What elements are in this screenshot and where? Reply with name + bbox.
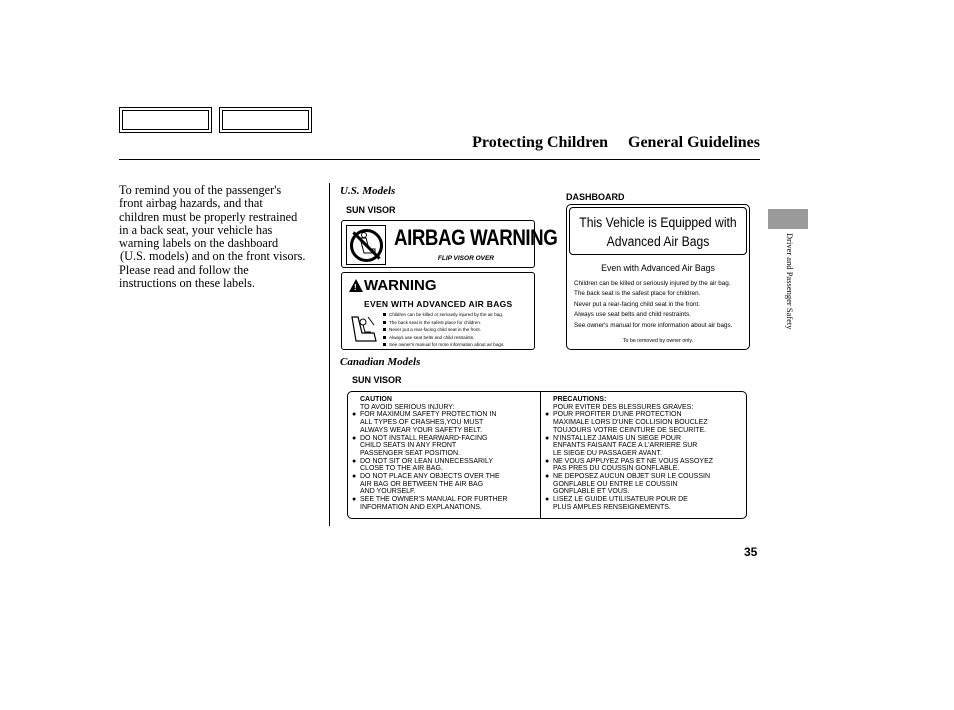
list-item: ● N'INSTALLEZ JAMAIS UN SIEGE POUR ENFANTS FAISANT FACE A L'ARRIERE SUR LE SIEGE DU PASSAGER AVANT.	[545, 434, 698, 457]
airbag-warning-title: AIRBAG WARNING	[394, 225, 558, 250]
precautions-intro: POUR EVITER DES BLESSURES GRAVES:	[553, 403, 694, 411]
caution-heading: CAUTION	[360, 396, 392, 403]
precautions-heading: PRECAUTIONS:	[553, 396, 607, 403]
dashboard-caption: DASHBOARD	[566, 192, 625, 202]
dashboard-label	[566, 204, 750, 350]
intro-line: children must be properly restrained	[119, 209, 298, 224]
nav-button-next[interactable]	[219, 107, 312, 133]
list-item: Children can be killed or seriously injured by the air bag.	[382, 311, 534, 319]
list-item: ● LISEZ LE GUIDE UTILISATEUR POUR DE PLUS AMPLES RENSEIGNEMENTS.	[545, 496, 688, 511]
intro-paragraph	[119, 184, 325, 290]
list-item: ● NE VOUS APPUYEZ PAS ET NE VOUS ASSOYEZ PAS PRES DU COUSSIN GONFLABLE.	[545, 457, 714, 473]
list-item: ● NE DEPOSEZ AUCUN OBJET SUR LE COUSSIN GONFLABLE OU ENTRE LE COUSSIN GONFLABLE ET VOUS.	[545, 473, 711, 496]
nav-button-previous[interactable]	[119, 107, 212, 133]
list-item: ● FOR MAXIMUM SAFETY PROTECTION IN ALL TYPES OF CRASHES,YOU MUST ALWAYS WEAR YOUR SAFETY BELT.	[352, 411, 497, 434]
list-item: ● DO NOT PLACE ANY OBJECTS OVER THE AIR BAG OR BETWEEN THE AIR BAG AND YOURSELF.	[352, 473, 500, 496]
caution-intro: TO AVOID SERIOUS INJURY:	[360, 403, 455, 411]
list-item: Always use seat belts and child restraints.	[574, 311, 691, 319]
list-item: ● DO NOT SIT OR LEAN UNNECESSARILY CLOSE TO THE AIR BAG.	[352, 457, 494, 473]
flip-visor-text: FLIP VISOR OVER	[437, 255, 494, 262]
list-item: Never put a rear-facing child seat in the front.	[382, 326, 534, 334]
dashboard-subtitle: Even with Advanced Air Bags	[601, 263, 715, 274]
us-visor-airbag-warning-label	[341, 220, 558, 268]
us-models-label: U.S. Models	[340, 185, 396, 197]
column-divider	[329, 183, 330, 526]
canadian-visor-label	[347, 391, 747, 519]
dashboard-title-line1: This Vehicle is Equipped with	[579, 215, 737, 230]
list-item: See owner's manual for more information about air bags.	[574, 321, 733, 329]
french-column	[545, 396, 714, 512]
warning-subtitle: EVEN WITH ADVANCED AIR BAGS	[364, 299, 513, 309]
list-item: ● POUR PROFITER D'UNE PROTECTION MAXIMALE LORS D'UNE COLLISION BOUCLEZ TOUJOURS VOTRE CEINTURE DE SECURITE.	[545, 411, 708, 434]
dashboard-label-header	[569, 207, 747, 255]
list-item: Children can be killed or seriously injured by the air bag.	[574, 280, 731, 287]
intro-line: (U.S. models) and on the front visors.	[120, 249, 306, 264]
warning-list	[382, 311, 534, 349]
dashboard-title-line2: Advanced Air Bags	[606, 234, 710, 249]
list-item: See owner's manual for more information about air bags.	[382, 341, 534, 349]
intro-line: To remind you of the passenger's	[119, 183, 282, 197]
list-item: Never put a rear-facing child seat in the front.	[574, 300, 701, 308]
intro-line: Please read and follow the	[119, 262, 249, 277]
section-tab-label: Driver and Passenger Safety	[785, 233, 795, 330]
list-item: The back seat is the safest place for children.	[574, 290, 701, 298]
dashboard-lines	[574, 279, 732, 331]
canadian-models-label: Canadian Models	[340, 356, 421, 368]
us-visor-warning-label: ! WARNING EVEN WITH ADVANCED AIR BAGS Children can be killed or seriously injured by the air bag. The back seat is the safest place for children. Never put a rear-facing child seat in the front. Always use seat belts and child restraints. See owner's manual for more information about air bags.	[341, 272, 535, 350]
english-column	[352, 396, 508, 512]
list-item: The back seat is the safest place for children.	[382, 319, 534, 327]
intro-line: in a back seat, your vehicle has	[119, 222, 273, 237]
no-child-seat-icon	[346, 225, 386, 265]
list-item: ● DO NOT INSTALL REARWARD-FACING CHILD SEATS IN ANY FRONT PASSENGER SEAT POSITION.	[352, 434, 488, 457]
canadian-sun-visor-caption: SUN VISOR	[352, 375, 402, 385]
section-title: Protecting Children	[472, 134, 608, 151]
intro-line: front airbag hazards, and that	[119, 196, 263, 211]
seated-child-icon	[346, 311, 382, 347]
page-number: 35	[744, 545, 758, 559]
header-rule	[119, 159, 760, 160]
subsection-title: General Guidelines	[628, 134, 760, 151]
warning-title: WARNING	[364, 277, 437, 294]
language-divider	[540, 392, 541, 518]
intro-line: warning labels on the dashboard	[119, 236, 279, 251]
list-item: Always use seat belts and child restraints.	[382, 334, 534, 342]
dashboard-footer: To be removed by owner only.	[622, 338, 694, 344]
us-sun-visor-caption: SUN VISOR	[346, 205, 396, 215]
section-tab[interactable]	[768, 209, 808, 229]
list-item: ● SEE THE OWNER'S MANUAL FOR FURTHER INFORMATION AND EXPLANATIONS.	[352, 496, 508, 511]
intro-line: instructions on these labels.	[119, 276, 255, 291]
page-header	[472, 134, 760, 152]
